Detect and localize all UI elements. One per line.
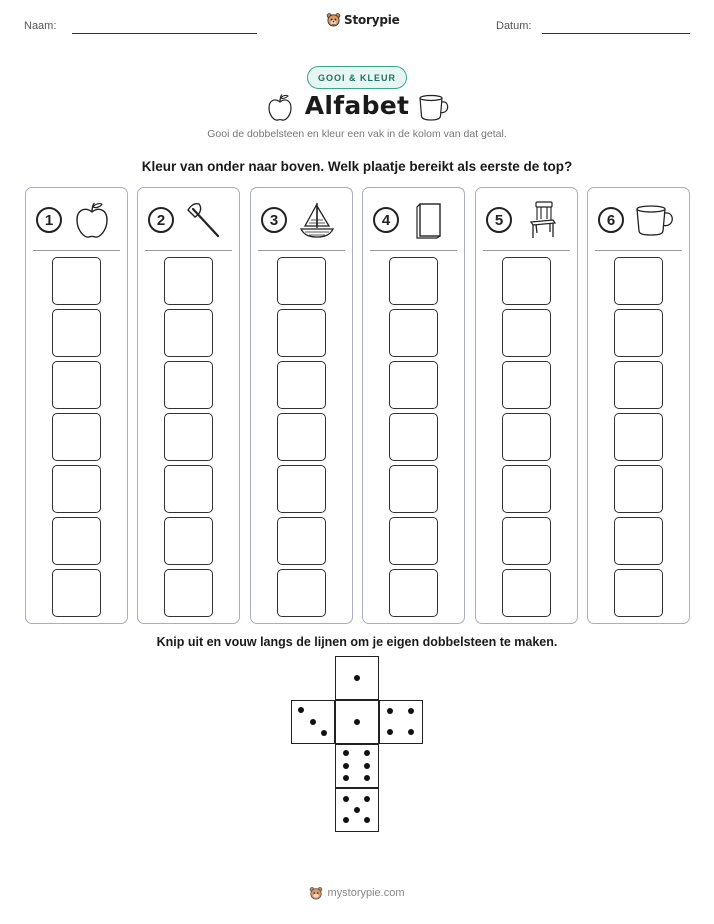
column-number: 6 bbox=[598, 207, 624, 233]
die-face-3 bbox=[291, 700, 335, 744]
die-pip bbox=[310, 719, 316, 725]
color-box[interactable] bbox=[164, 413, 213, 461]
color-box[interactable] bbox=[502, 569, 551, 617]
die-pip bbox=[387, 729, 393, 735]
color-box[interactable] bbox=[164, 465, 213, 513]
column-6 bbox=[587, 187, 690, 624]
die-pip bbox=[364, 796, 370, 802]
color-box[interactable] bbox=[52, 309, 101, 357]
cup-icon bbox=[634, 200, 674, 240]
column-5 bbox=[475, 187, 578, 624]
color-box[interactable] bbox=[164, 569, 213, 617]
color-box[interactable] bbox=[614, 257, 663, 305]
die-pip bbox=[343, 763, 349, 769]
die-face-1 bbox=[335, 656, 379, 700]
column-number: 4 bbox=[373, 207, 399, 233]
die-pip bbox=[408, 708, 414, 714]
color-box[interactable] bbox=[389, 309, 438, 357]
die-face-1 bbox=[335, 700, 379, 744]
color-box[interactable] bbox=[614, 361, 663, 409]
activity-badge: GOOI & KLEUR bbox=[307, 66, 407, 89]
color-box[interactable] bbox=[502, 413, 551, 461]
color-box[interactable] bbox=[52, 413, 101, 461]
color-box[interactable] bbox=[52, 361, 101, 409]
column-divider bbox=[145, 250, 232, 251]
column-divider bbox=[370, 250, 457, 251]
name-line[interactable] bbox=[72, 33, 257, 34]
color-box[interactable] bbox=[164, 309, 213, 357]
die-pip bbox=[387, 708, 393, 714]
die-pip bbox=[298, 707, 304, 713]
color-box[interactable] bbox=[502, 361, 551, 409]
color-box[interactable] bbox=[502, 257, 551, 305]
color-box[interactable] bbox=[614, 309, 663, 357]
color-box[interactable] bbox=[614, 465, 663, 513]
color-box[interactable] bbox=[614, 517, 663, 565]
die-face-5 bbox=[335, 788, 379, 832]
color-box[interactable] bbox=[389, 257, 438, 305]
color-box[interactable] bbox=[52, 569, 101, 617]
column-divider bbox=[483, 250, 570, 251]
sailboat-icon bbox=[297, 200, 337, 240]
color-box[interactable] bbox=[277, 465, 326, 513]
color-box[interactable] bbox=[277, 569, 326, 617]
chair-icon bbox=[522, 200, 562, 240]
page-title: Alfabet bbox=[304, 91, 410, 120]
die-face-4 bbox=[379, 700, 423, 744]
color-box[interactable] bbox=[164, 517, 213, 565]
color-box[interactable] bbox=[502, 517, 551, 565]
cut-instruction: Knip uit en vouw langs de lijnen om je eigen dobbelsteen te maken. bbox=[156, 635, 558, 649]
die-pip bbox=[364, 763, 370, 769]
book-icon bbox=[409, 200, 449, 240]
column-1 bbox=[25, 187, 128, 624]
color-box[interactable] bbox=[52, 257, 101, 305]
die-pip bbox=[364, 775, 370, 781]
color-box[interactable] bbox=[277, 257, 326, 305]
apple-icon bbox=[72, 200, 112, 240]
date-line[interactable] bbox=[542, 33, 690, 34]
column-divider bbox=[595, 250, 682, 251]
column-number: 3 bbox=[261, 207, 287, 233]
color-box[interactable] bbox=[277, 517, 326, 565]
die-pip bbox=[343, 775, 349, 781]
color-box[interactable] bbox=[277, 413, 326, 461]
color-box[interactable] bbox=[502, 465, 551, 513]
color-box[interactable] bbox=[164, 361, 213, 409]
footer-bear-icon bbox=[309, 886, 323, 900]
column-divider bbox=[33, 250, 120, 251]
subtitle: Gooi de dobbelsteen en kleur een vak in de kolom van dat getal. bbox=[207, 128, 507, 140]
die-face-6 bbox=[335, 744, 379, 788]
footer bbox=[0, 886, 714, 900]
column-4 bbox=[362, 187, 465, 624]
color-box[interactable] bbox=[389, 361, 438, 409]
color-box[interactable] bbox=[52, 465, 101, 513]
brand-name: Storypie bbox=[344, 12, 400, 27]
column-3 bbox=[250, 187, 353, 624]
footer-url: mystorypie.com bbox=[327, 887, 405, 899]
color-box[interactable] bbox=[277, 361, 326, 409]
color-box[interactable] bbox=[52, 517, 101, 565]
brand-logo bbox=[326, 12, 400, 27]
column-2 bbox=[137, 187, 240, 624]
color-box[interactable] bbox=[614, 413, 663, 461]
color-box[interactable] bbox=[502, 309, 551, 357]
color-box[interactable] bbox=[389, 517, 438, 565]
color-box[interactable] bbox=[164, 257, 213, 305]
color-box[interactable] bbox=[389, 569, 438, 617]
die-pip bbox=[354, 807, 360, 813]
instruction: Kleur van onder naar boven. Welk plaatje bereikt als eerste de top? bbox=[141, 159, 573, 174]
die-pip bbox=[343, 817, 349, 823]
die-pip bbox=[354, 719, 360, 725]
bear-logo-icon bbox=[326, 12, 341, 27]
die-pip bbox=[408, 729, 414, 735]
name-label: Naam: bbox=[24, 20, 57, 32]
date-label: Datum: bbox=[496, 20, 532, 32]
column-divider bbox=[258, 250, 345, 251]
color-box[interactable] bbox=[614, 569, 663, 617]
column-number: 2 bbox=[148, 207, 174, 233]
axe-icon bbox=[184, 200, 224, 240]
color-box[interactable] bbox=[277, 309, 326, 357]
die-pip bbox=[321, 730, 327, 736]
die-pip bbox=[343, 750, 349, 756]
column-number: 5 bbox=[486, 207, 512, 233]
color-box[interactable] bbox=[389, 465, 438, 513]
die-pip bbox=[364, 817, 370, 823]
cup-icon bbox=[418, 94, 450, 122]
column-number: 1 bbox=[36, 207, 62, 233]
die-pip bbox=[343, 796, 349, 802]
die-pip bbox=[354, 675, 360, 681]
color-box[interactable] bbox=[389, 413, 438, 461]
die-pip bbox=[364, 750, 370, 756]
title-row bbox=[0, 91, 714, 125]
